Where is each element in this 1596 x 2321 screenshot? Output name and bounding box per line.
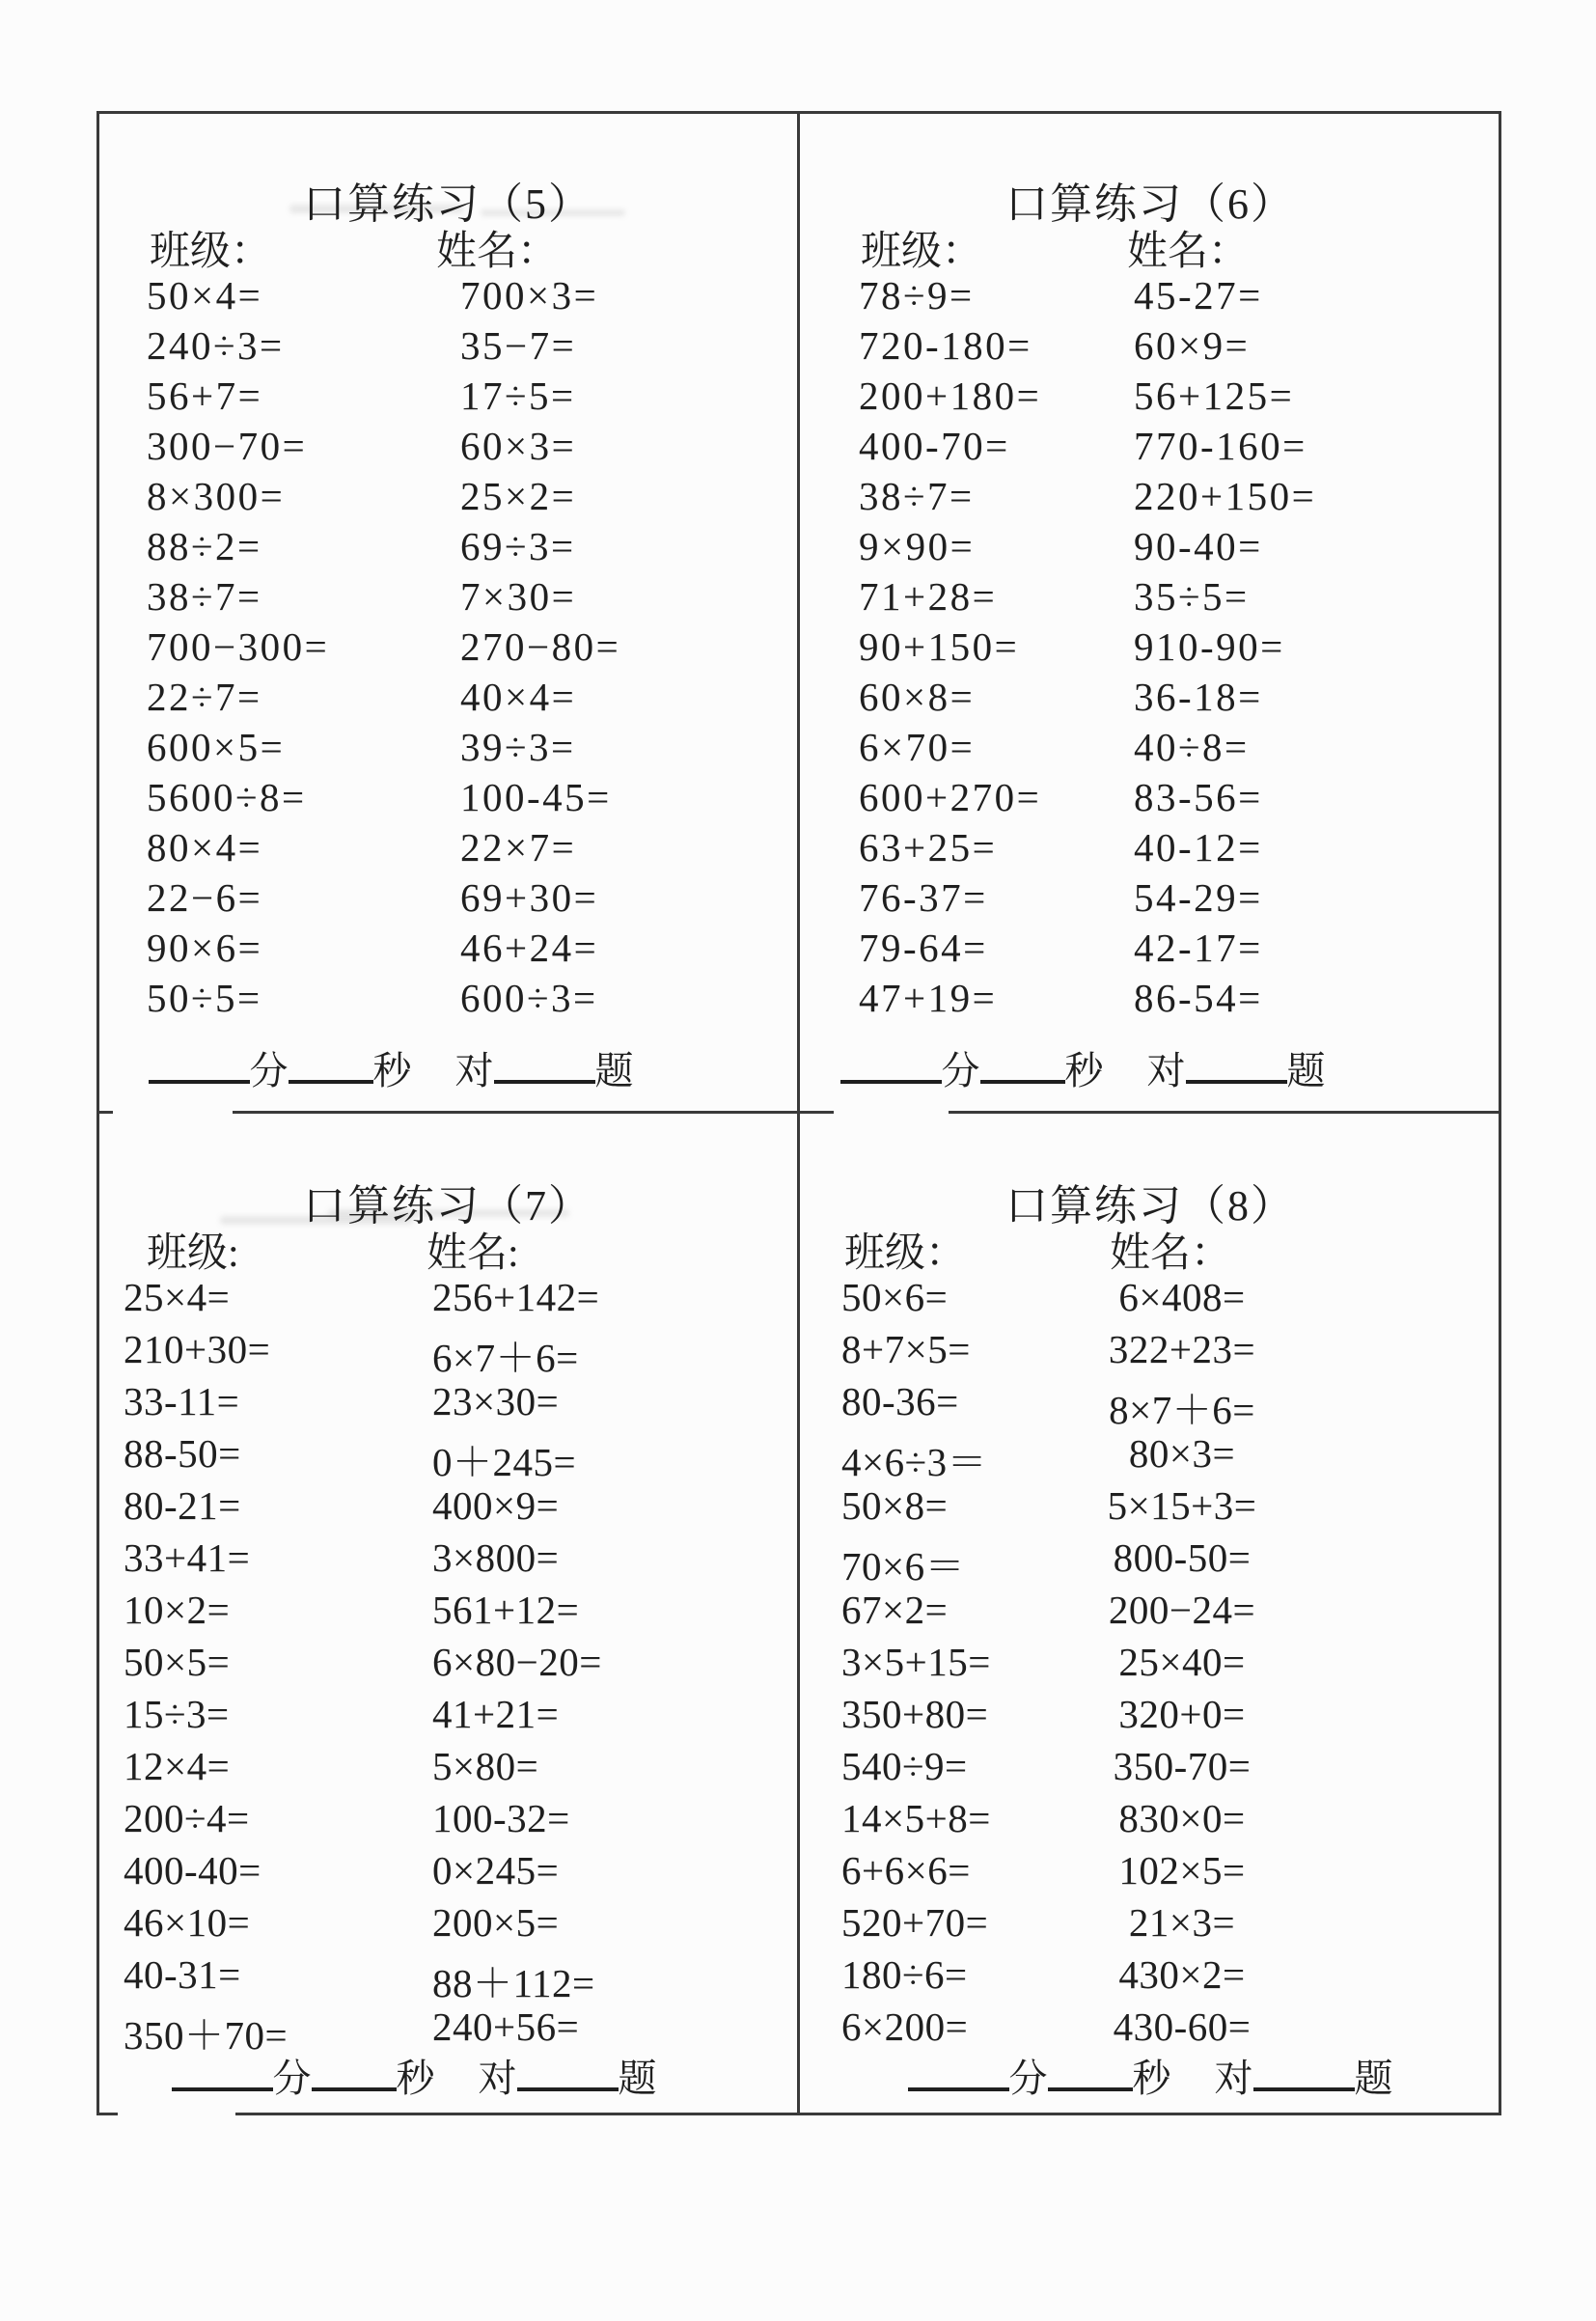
problem-left: 22−6=	[147, 875, 263, 920]
problem-left: 600×5=	[147, 725, 286, 769]
problem-row	[96, 774, 799, 824]
problem-right: 240+56=	[432, 2004, 580, 2049]
problem-left: 79-64=	[859, 926, 988, 970]
problem-right: 6×80−20=	[432, 1640, 602, 1684]
correct-count-blank	[1186, 1051, 1287, 1084]
seconds-blank	[289, 1051, 373, 1084]
problem-right: 100-32=	[432, 1796, 570, 1840]
problem-right: 35−7=	[460, 323, 577, 368]
problem-left: 90+150=	[859, 624, 1020, 669]
problem-row	[799, 523, 1501, 573]
problems-list	[96, 1274, 799, 2056]
problem-right: 220+150=	[1134, 474, 1317, 518]
timing-footer	[63, 2048, 765, 2103]
problem-left: 78÷9=	[859, 273, 975, 318]
problem-left: 240÷3=	[147, 323, 285, 368]
problem-left: 6×200=	[841, 2004, 969, 2049]
problem-row	[96, 1482, 799, 1534]
problem-right: 40÷8=	[1134, 725, 1250, 769]
problem-row	[799, 1587, 1501, 1639]
problem-right: 320+0=	[1118, 1692, 1246, 1736]
problem-right: 69+30=	[460, 875, 599, 920]
problem-row	[799, 623, 1501, 674]
seconds-blank	[1048, 2059, 1133, 2091]
problem-left: 10×2=	[124, 1588, 231, 1632]
problem-right: 60×3=	[460, 424, 577, 468]
problem-row	[799, 925, 1501, 975]
problem-row	[799, 473, 1501, 523]
problem-left: 12×4=	[124, 1744, 231, 1788]
problem-row	[799, 1274, 1501, 1326]
correct-count-blank	[494, 1051, 595, 1084]
problem-left: 71+28=	[859, 574, 998, 619]
problem-left: 15÷3=	[124, 1692, 230, 1736]
problem-row	[799, 674, 1501, 724]
problem-row	[96, 373, 799, 423]
problem-right: 46+24=	[460, 926, 599, 970]
problem-left: 88÷2=	[147, 524, 262, 568]
problem-left: 50×5=	[124, 1640, 231, 1684]
problem-right: 40×4=	[460, 675, 577, 719]
problem-right: 256+142=	[432, 1275, 600, 1319]
problem-row	[96, 1795, 799, 1847]
problem-right: 6×408=	[1118, 1275, 1246, 1319]
problem-left: 70×6＝	[841, 1544, 966, 1589]
problem-row	[799, 1534, 1501, 1587]
problem-row	[96, 874, 799, 925]
problem-left: 200÷4=	[124, 1796, 250, 1840]
problem-row	[799, 774, 1501, 824]
problem-row	[96, 1691, 799, 1743]
problem-left: 8+7×5=	[841, 1327, 971, 1371]
problem-right: 86-54=	[1134, 976, 1263, 1020]
correct-label: 对	[1214, 2057, 1253, 2100]
problem-right: 700×3=	[460, 273, 599, 318]
labels-row	[96, 219, 799, 273]
problem-left: 56+7=	[147, 373, 263, 418]
problem-right: 25×2=	[460, 474, 577, 518]
problem-row	[96, 975, 799, 1025]
problem-row	[96, 1743, 799, 1795]
problem-left: 60×8=	[859, 675, 976, 719]
correct-count-blank	[1253, 2059, 1355, 2091]
problem-right: 56+125=	[1134, 373, 1295, 418]
worksheet-title: 口算练习（5）	[303, 180, 592, 228]
problem-left: 22÷7=	[147, 675, 262, 719]
problem-row	[799, 373, 1501, 423]
problem-left: 350+80=	[841, 1692, 989, 1736]
problem-row	[96, 1587, 799, 1639]
questions-label: 题	[1354, 2057, 1393, 2100]
problem-left: 210+30=	[124, 1327, 271, 1371]
correct-label: 对	[454, 1049, 494, 1092]
problems-list	[799, 1274, 1501, 2056]
correct-label: 对	[1146, 1049, 1186, 1092]
problem-right: 42-17=	[1134, 926, 1263, 970]
problem-row	[96, 674, 799, 724]
worksheet-title: 口算练习（6）	[1005, 180, 1295, 228]
timing-footer	[731, 1040, 1434, 1095]
problem-left: 76-37=	[859, 875, 988, 920]
worksheet-5	[96, 111, 799, 1111]
problem-row	[96, 1951, 799, 2003]
problem-left: 350＋70=	[124, 2013, 289, 2058]
questions-label: 题	[1286, 1049, 1326, 1092]
problem-right: 600÷3=	[460, 976, 598, 1020]
problem-right: 7×30=	[460, 574, 577, 619]
problem-left: 25×4=	[124, 1275, 231, 1319]
problem-left: 8×300=	[147, 474, 286, 518]
problem-left: 5600÷8=	[147, 775, 307, 819]
problem-left: 40-31=	[124, 1952, 241, 1997]
problem-row	[799, 1951, 1501, 2003]
problem-right: 22×7=	[460, 825, 577, 870]
problem-left: 80-36=	[841, 1379, 959, 1423]
problem-left: 14×5+8=	[841, 1796, 991, 1840]
problem-left: 33-11=	[124, 1379, 240, 1423]
problem-row	[96, 1847, 799, 1899]
problem-row	[799, 1378, 1501, 1430]
minutes-label: 分	[941, 1049, 980, 1092]
problems-list	[799, 272, 1501, 1025]
problem-left: 6×70=	[859, 725, 976, 769]
problem-right: 40-12=	[1134, 825, 1263, 870]
problem-right: 430-60=	[1113, 2004, 1252, 2049]
problem-left: 50÷5=	[147, 976, 262, 1020]
class-label: 班级:	[147, 1231, 239, 1276]
name-label: 姓名：	[1110, 1231, 1232, 1276]
minutes-blank	[908, 2059, 1009, 2091]
problem-row	[799, 1430, 1501, 1482]
problem-right: 69÷3=	[460, 524, 576, 568]
problem-right: 5×80=	[432, 1744, 539, 1788]
problem-right: 561+12=	[432, 1588, 580, 1632]
problem-left: 90×6=	[147, 926, 263, 970]
problem-row	[96, 1534, 799, 1587]
problems-list	[96, 272, 799, 1025]
problem-right: 400×9=	[432, 1483, 560, 1528]
problem-right: 322+23=	[1108, 1327, 1256, 1371]
problem-right: 8×7＋6=	[1109, 1388, 1255, 1432]
problem-left: 700−300=	[147, 624, 330, 669]
problem-row	[96, 1639, 799, 1691]
seconds-label: 秒	[1132, 2057, 1171, 2100]
problem-row	[799, 1482, 1501, 1534]
problem-left: 720-180=	[859, 323, 1032, 368]
problem-left: 200+180=	[859, 373, 1042, 418]
problem-row	[799, 724, 1501, 774]
problem-row	[799, 322, 1501, 373]
problem-right: 23×30=	[432, 1379, 560, 1423]
class-label: 班级：	[150, 230, 272, 274]
worksheet-title: 口算练习（8）	[1005, 1182, 1295, 1230]
problem-left: 67×2=	[841, 1588, 949, 1632]
problem-right: 270−80=	[460, 624, 621, 669]
problem-right: 25×40=	[1118, 1640, 1246, 1684]
problem-row	[799, 272, 1501, 322]
questions-label: 题	[594, 1049, 634, 1092]
problem-row	[799, 1639, 1501, 1691]
problem-left: 6+6×6=	[841, 1848, 971, 1893]
problem-right: 36-18=	[1134, 675, 1263, 719]
worksheet-title: 口算练习（7）	[303, 1182, 592, 1230]
problem-right: 102×5=	[1118, 1848, 1246, 1893]
problem-left: 400-70=	[859, 424, 1010, 468]
problem-left: 38÷7=	[147, 574, 262, 619]
problem-right: 60×9=	[1134, 323, 1251, 368]
problem-left: 63+25=	[859, 825, 998, 870]
problem-right: 83-56=	[1134, 775, 1263, 819]
name-label: 姓名：	[1127, 230, 1250, 274]
seconds-blank	[312, 2059, 397, 2091]
problem-left: 50×6=	[841, 1275, 949, 1319]
problem-row	[96, 1430, 799, 1482]
seconds-label: 秒	[1064, 1049, 1104, 1092]
problem-row	[96, 724, 799, 774]
timing-footer	[799, 2048, 1501, 2103]
name-label: 姓名:	[427, 1231, 519, 1276]
correct-count-blank	[517, 2059, 619, 2091]
minutes-blank	[840, 1051, 942, 1084]
class-label: 班级：	[844, 1231, 967, 1276]
seconds-blank	[980, 1051, 1065, 1084]
problem-right: 90-40=	[1134, 524, 1263, 568]
worksheet-8	[799, 1113, 1501, 2113]
problem-left: 600+270=	[859, 775, 1042, 819]
minutes-label: 分	[249, 1049, 289, 1092]
problem-right: 0×245=	[432, 1848, 560, 1893]
problem-right: 910-90=	[1134, 624, 1285, 669]
problem-left: 400-40=	[124, 1848, 261, 1893]
problem-row	[96, 1274, 799, 1326]
problem-left: 3×5+15=	[841, 1640, 991, 1684]
labels-row	[799, 219, 1501, 273]
problem-right: 350-70=	[1113, 1744, 1252, 1788]
problem-right: 39÷3=	[460, 725, 576, 769]
labels-row	[96, 1221, 799, 1275]
problem-row	[799, 1743, 1501, 1795]
problem-left: 38÷7=	[859, 474, 975, 518]
problem-right: 21×3=	[1128, 1900, 1236, 1945]
timing-footer	[40, 1040, 742, 1095]
problem-left: 520+70=	[841, 1900, 989, 1945]
problem-left: 540÷9=	[841, 1744, 968, 1788]
problem-right: 100-45=	[460, 775, 612, 819]
minutes-label: 分	[1008, 2057, 1048, 2100]
problem-row	[96, 1378, 799, 1430]
problem-left: 80×4=	[147, 825, 263, 870]
problem-left: 50×4=	[147, 273, 263, 318]
problem-left: 50×8=	[841, 1483, 949, 1528]
problem-row	[799, 1795, 1501, 1847]
problem-left: 47+19=	[859, 976, 998, 1020]
problem-right: 45-27=	[1134, 273, 1263, 318]
problem-row	[799, 423, 1501, 473]
problem-row	[799, 824, 1501, 874]
worksheet-7	[96, 1113, 799, 2113]
problem-row	[799, 1691, 1501, 1743]
problem-row	[96, 1326, 799, 1378]
problem-row	[799, 975, 1501, 1025]
name-label: 姓名：	[436, 230, 559, 274]
problem-row	[96, 925, 799, 975]
problem-left: 180÷6=	[841, 1952, 968, 1997]
problem-row	[799, 1899, 1501, 1951]
problem-row	[96, 473, 799, 523]
problem-right: 800-50=	[1113, 1535, 1252, 1580]
problem-right: 54-29=	[1134, 875, 1263, 920]
worksheet-6	[799, 111, 1501, 1111]
problem-left: 9×90=	[859, 524, 976, 568]
problem-row	[96, 824, 799, 874]
seconds-label: 秒	[396, 2057, 435, 2100]
problem-right: 80×3=	[1128, 1431, 1236, 1476]
problem-right: 41+21=	[432, 1692, 560, 1736]
correct-label: 对	[478, 2057, 517, 2100]
problem-left: 46×10=	[124, 1900, 251, 1945]
problem-row	[96, 1899, 799, 1951]
problem-row	[96, 623, 799, 674]
problem-right: 6×7＋6=	[432, 1336, 579, 1380]
problem-right: 88＋112=	[432, 1961, 595, 2005]
problem-row	[96, 272, 799, 322]
problem-row	[96, 573, 799, 623]
labels-row	[799, 1221, 1501, 1275]
problem-left: 80-21=	[124, 1483, 241, 1528]
problem-right: 830×0=	[1118, 1796, 1246, 1840]
class-label: 班级：	[861, 230, 983, 274]
problem-right: 770-160=	[1134, 424, 1307, 468]
problem-right: 3×800=	[432, 1535, 560, 1580]
problem-right: 200−24=	[1108, 1588, 1256, 1632]
questions-label: 题	[618, 2057, 657, 2100]
problem-right: 200×5=	[432, 1900, 560, 1945]
problem-left: 33+41=	[124, 1535, 251, 1580]
minutes-blank	[172, 2059, 273, 2091]
problem-row	[96, 423, 799, 473]
problem-right: 5×15+3=	[1107, 1483, 1257, 1528]
problem-row	[799, 1847, 1501, 1899]
problem-left: 300−70=	[147, 424, 308, 468]
problem-right: 35÷5=	[1134, 574, 1250, 619]
minutes-blank	[149, 1051, 250, 1084]
problem-row	[799, 573, 1501, 623]
problem-row	[799, 1326, 1501, 1378]
problem-right: 430×2=	[1118, 1952, 1246, 1997]
problem-left: 4×6÷3＝	[841, 1440, 988, 1484]
minutes-label: 分	[272, 2057, 312, 2100]
problem-row	[799, 874, 1501, 925]
problem-right: 17÷5=	[460, 373, 576, 418]
problem-left: 88-50=	[124, 1431, 241, 1476]
seconds-label: 秒	[372, 1049, 412, 1092]
problem-row	[96, 322, 799, 373]
problem-row	[96, 523, 799, 573]
problem-right: 0＋245=	[432, 1440, 577, 1484]
